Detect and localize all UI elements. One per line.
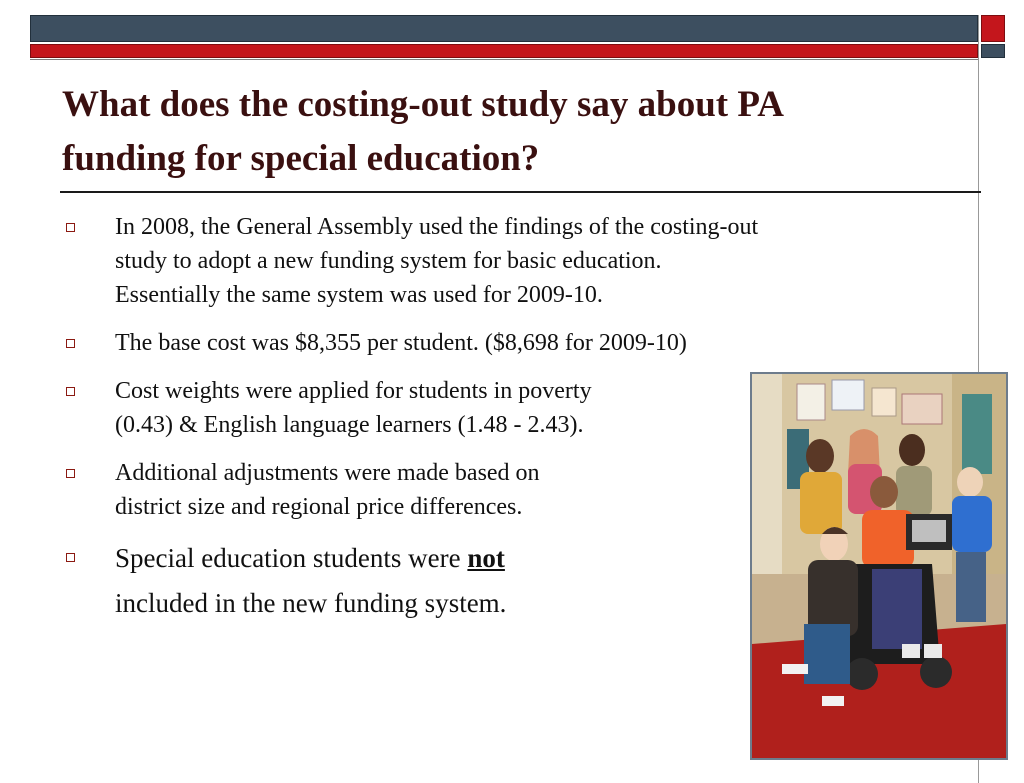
header-bar-red (30, 44, 978, 58)
bullet-text: Additional adjustments were made based on (115, 460, 540, 486)
bullet-square-icon (66, 387, 75, 396)
title-divider (60, 191, 981, 193)
bullet-square-icon (66, 553, 75, 562)
corner-square-slate (981, 44, 1005, 58)
bullet-text: The base cost was $8,355 per student. ($8,698 for 2009-10) (115, 330, 687, 356)
header-bars (30, 15, 978, 59)
bullet-item-base-cost (62, 326, 962, 360)
bullet-item-general-assembly (62, 210, 962, 312)
bullet-text: Special education students were (115, 543, 468, 573)
slide-title-line-2: funding for special education? (62, 138, 540, 179)
bullet-text: study to adopt a new funding system for basic education. (115, 248, 662, 274)
slide-title (62, 78, 982, 186)
corner-squares (981, 15, 1005, 59)
bullet-text: included in the new funding system. (115, 588, 507, 618)
emphasis-not: not (467, 543, 505, 573)
bullet-square-icon (66, 469, 75, 478)
bullet-square-icon (66, 339, 75, 348)
bullet-text: district size and regional price differences. (115, 494, 523, 520)
bullet-text: In 2008, the General Assembly used the findings of the costing-out (115, 214, 759, 240)
slide-title-line-1: What does the costing-out study say about PA (62, 84, 784, 125)
bullet-text: Essentially the same system was used for 2009-10. (115, 282, 603, 308)
bullet-text: (0.43) & English language learners (1.48 - 2.43). (115, 412, 584, 438)
bullet-text: Cost weights were applied for students in poverty (115, 378, 592, 404)
group-photo-icon (752, 374, 1006, 758)
header-bar-line (30, 59, 978, 60)
header-bar-slate (30, 15, 978, 42)
corner-square-red (981, 15, 1005, 42)
bullet-square-icon (66, 223, 75, 232)
students-photo (750, 372, 1008, 760)
